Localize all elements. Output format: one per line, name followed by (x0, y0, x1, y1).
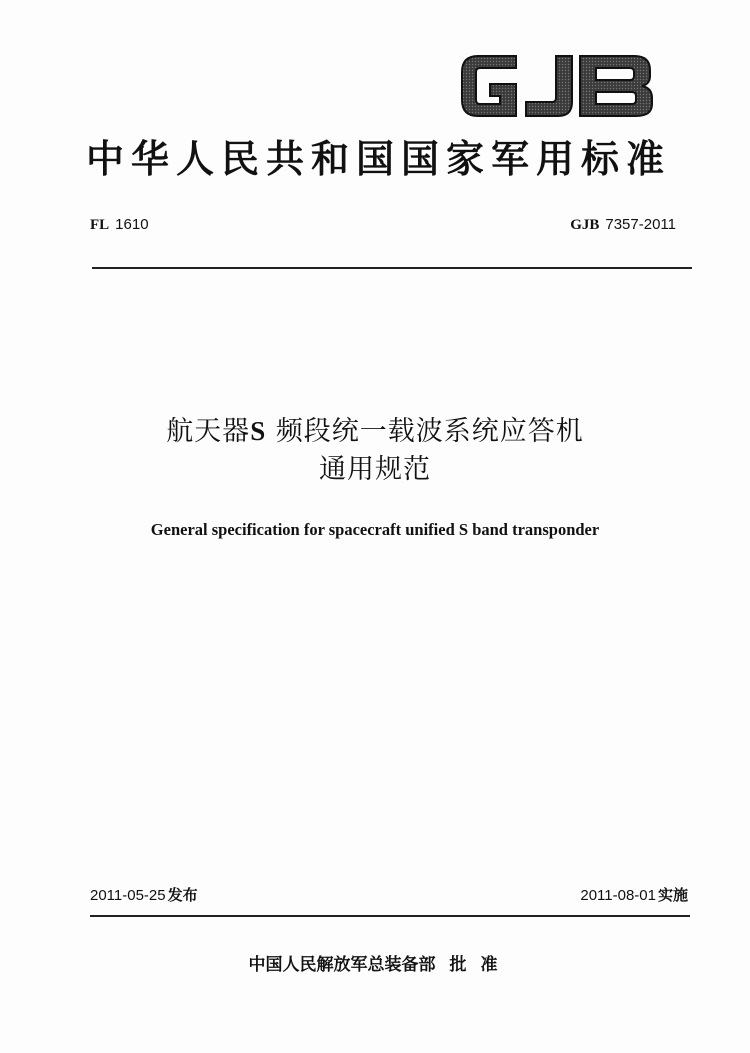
issue-date-label: 发布 (167, 886, 198, 904)
approval-label: 批 准 (449, 955, 502, 975)
title-prefix: 航天器 (166, 416, 251, 447)
approver: 中国人民解放军总装备部 (248, 955, 436, 975)
title-band-letter: S (250, 416, 267, 446)
issue-date-value: 2011-05-25 (90, 887, 166, 904)
bottom-divider (90, 915, 690, 917)
classification-number: 1610 (115, 216, 149, 233)
english-title: General specification for spacecraft unified S band transponder (150, 520, 600, 539)
document-title-line-2: 通用规范 (319, 454, 431, 485)
classification-label: FL (90, 217, 110, 233)
document-title (0, 412, 750, 489)
standard-label: GJB (570, 217, 600, 233)
approval-line (0, 950, 750, 975)
standard-number (570, 216, 676, 234)
effective-date-label: 实施 (657, 886, 688, 904)
classification-code (90, 216, 149, 234)
standard-number-value: 7357-2011 (605, 216, 676, 233)
standard-category-title: 中华人民共和国国家军用标准 (86, 136, 672, 181)
issue-date (90, 884, 198, 905)
effective-date (580, 884, 688, 905)
effective-date-value: 2011-08-01 (580, 887, 656, 904)
title-suffix: 频段统一载波系统应答机 (275, 416, 584, 447)
gjb-logo (456, 48, 658, 124)
document-title-line-1 (0, 412, 750, 451)
top-divider (92, 267, 692, 269)
